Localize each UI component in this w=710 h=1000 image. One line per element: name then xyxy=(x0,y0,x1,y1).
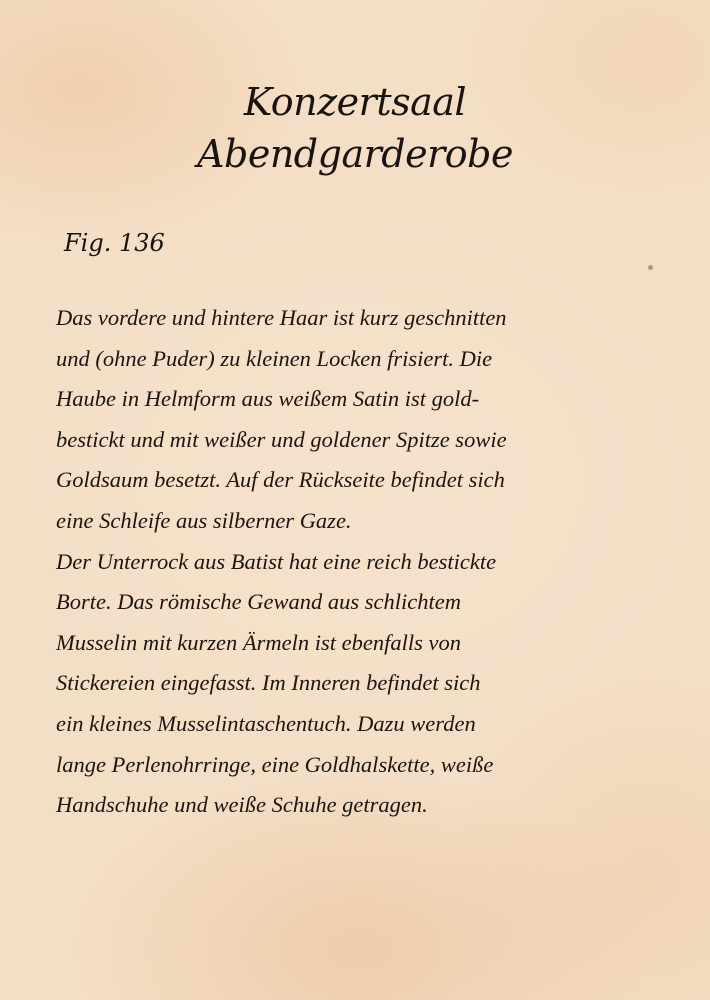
body-line: Das vordere und hintere Haar ist kurz geschnitten xyxy=(56,305,507,330)
figure-label: Fig. 136 xyxy=(64,229,165,257)
body-line: Handschuhe und weiße Schuhe getragen. xyxy=(56,792,428,818)
body-line: bestickt und mit weißer und goldener Spitze sowie xyxy=(56,426,507,452)
title-line-2: Abendgarderobe xyxy=(197,132,513,176)
body-paragraph xyxy=(56,298,696,826)
body-line: lange Perlenohrringe, eine Goldhalskette, weiße xyxy=(56,751,494,777)
body-line: eine Schleife aus silberner Gaze. xyxy=(56,507,352,533)
body-line: Borte. Das römische Gewand aus schlichtem xyxy=(56,589,461,615)
paper-speck xyxy=(648,265,653,270)
page-title xyxy=(0,76,710,180)
body-line: und (ohne Puder) zu kleinen Locken frisiert. Die xyxy=(56,345,493,371)
title-line-1: Konzertsaal xyxy=(243,80,467,124)
body-line: ein kleines Musselintaschentuch. Dazu werden xyxy=(56,710,476,736)
body-line: Goldsaum besetzt. Auf der Rückseite befindet sich xyxy=(56,467,505,493)
body-line: Musselin mit kurzen Ärmeln ist ebenfalls von xyxy=(56,629,461,655)
body-line: Der Unterrock aus Batist hat eine reich bestickte xyxy=(56,548,497,574)
body-line: Haube in Helmform aus weißem Satin ist gold- xyxy=(56,386,480,412)
body-line: Stickereien eingefasst. Im Inneren befindet sich xyxy=(56,670,481,696)
